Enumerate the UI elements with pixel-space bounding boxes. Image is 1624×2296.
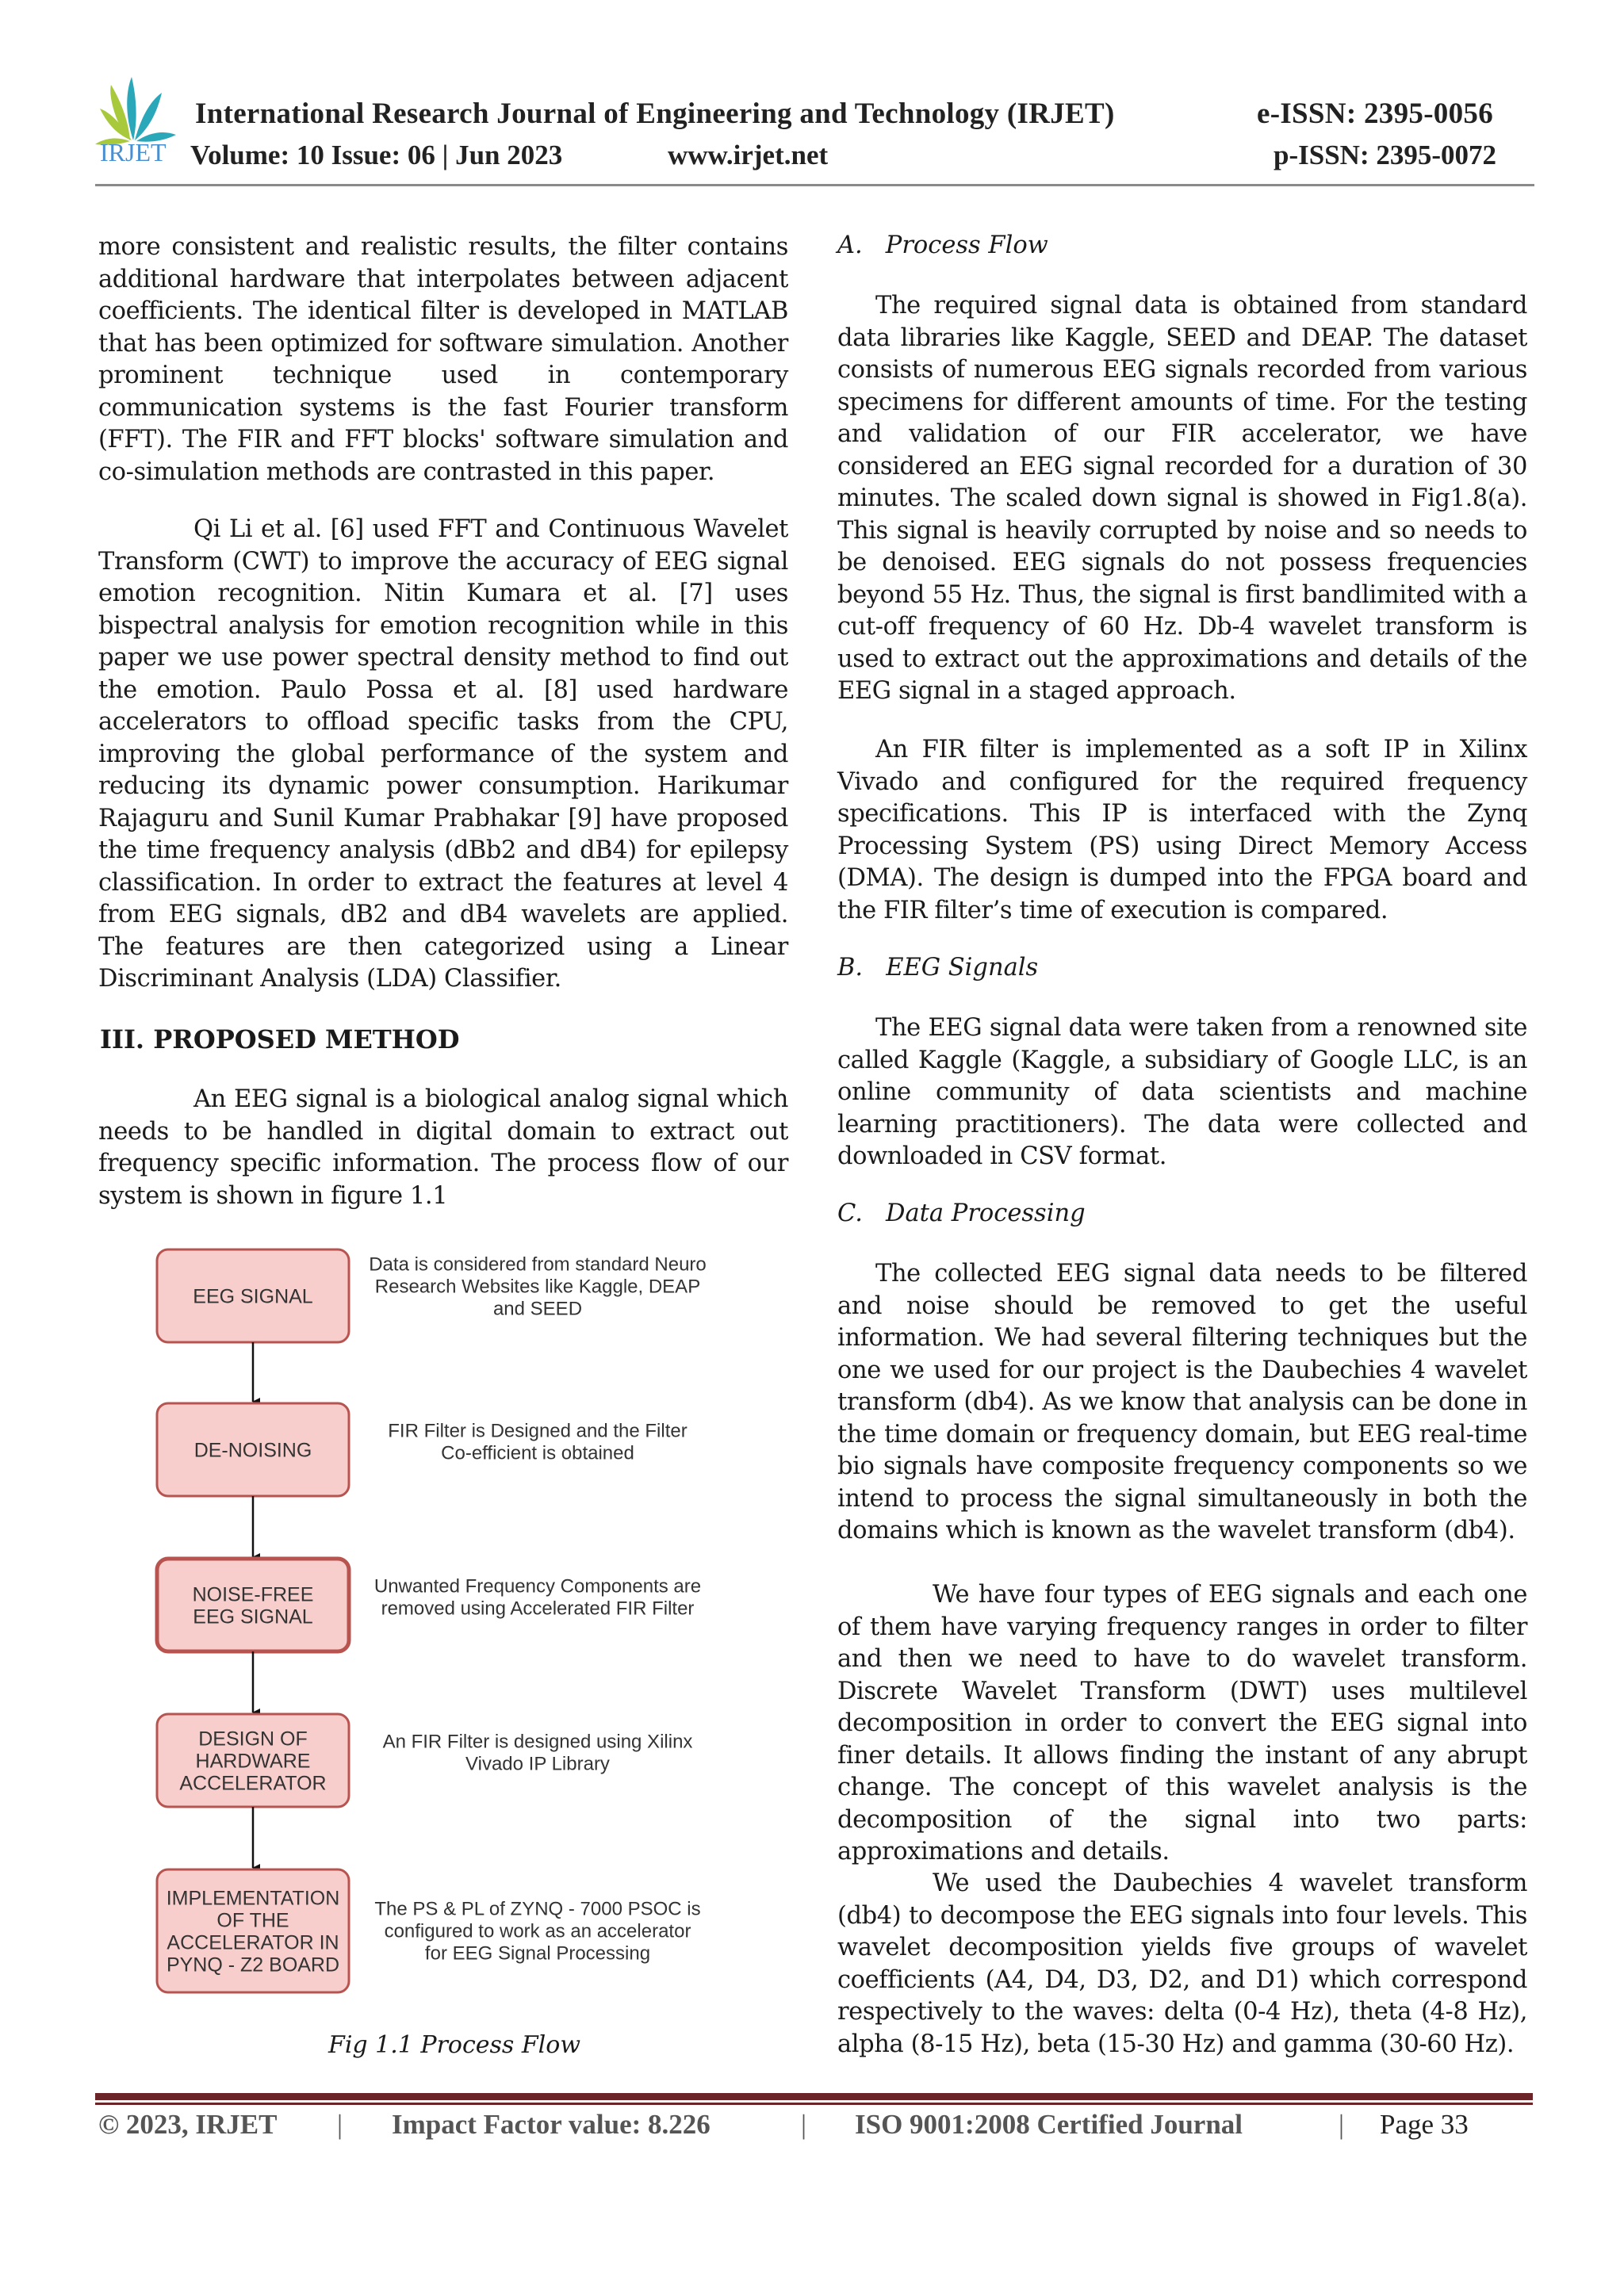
section-c-title: C. Data Processing xyxy=(837,1200,1086,1227)
flow-step-label: HARDWARE xyxy=(195,1750,311,1773)
journal-title: International Research Journal of Engineering and Technology (IRJET) xyxy=(195,98,1115,130)
section-c-paragraph-3: We used the Daubechies 4 wavelet transform (db4) to decompose the EEG signals into four levels. This wavelet decomposition yields five groups of wavelet coefficients (A4, D4, D3, D2, and D1) which correspond respectively to the waves: delta (0-4 Hz), theta (4-8 Hz), alpha (8-15 Hz), beta (15-30 Hz) and gamma (30-60 Hz). xyxy=(837,1869,1527,2058)
flow-step-label: ACCELERATOR IN xyxy=(167,1931,339,1954)
volume-issue: Volume: 10 Issue: 06 | Jun 2023 xyxy=(190,140,563,170)
figure-caption: Fig 1.1 Process Flow xyxy=(328,2031,581,2059)
section-a-title: A. Process Flow xyxy=(837,232,1048,259)
flow-step-description: Vivado IP Library xyxy=(465,1753,610,1775)
flow-step-description: Research Websites like Kaggle, DEAP xyxy=(374,1276,701,1298)
e-issn: e-ISSN: 2395-0056 xyxy=(1257,98,1494,130)
footer-impact-factor: Impact Factor value: 8.226 xyxy=(392,2109,710,2140)
flow-step-description: The PS & PL of ZYNQ - 7000 PSOC is xyxy=(374,1898,701,1920)
flow-step-label: DE-NOISING xyxy=(193,1439,312,1462)
section-paragraph: An EEG signal is a biological analog signal which needs to be handled in digital domain to extract out frequency specific information. The process flow of our system is shown in figure 1.1 xyxy=(98,1085,788,1210)
section-c-paragraph-2: We have four types of EEG signals and each one of them have varying frequency ranges in order to filter and then we need to have to do wavelet transform. Discrete Wavelet Transform (DWT) uses multilevel decomposition in order to convert the EEG signal into finer details. It allows finding the instant of any abrupt change. The concept of this wavelet analysis is the decomposition of the signal into two parts: approximations and details. xyxy=(837,1581,1527,1866)
flow-step-label: DESIGN OF xyxy=(198,1728,308,1751)
section-b-title: B. EEG Signals xyxy=(837,954,1039,982)
flow-step-description: configured to work as an accelerator xyxy=(384,1920,691,1942)
footer-divider xyxy=(95,2093,1533,2100)
footer-divider-thin xyxy=(95,2103,1533,2105)
flow-step-label: NOISE-FREE xyxy=(192,1583,314,1606)
footer-separator: | xyxy=(1339,2109,1345,2140)
left-paragraph-1: more consistent and realistic results, the filter contains additional hardware that interpolates between adjacent coefficients. The identical filter is developed in MATLAB that has been optimized for software simulation. Another prominent technique used in contemporary communication systems is the fast Fourier transform (FFT). The FIR and FFT blocks' software simulation and co-simulation methods are contrasted in this paper. xyxy=(98,233,788,486)
left-paragraph-2: Qi Li et al. [6] used FFT and Continuous Wavelet Transform (CWT) to improve the accuracy of EEG signal emotion recognition. Nitin Kumara et al. [7] uses bispectral analysis for emotion recognition while in this paper we use power spectral density method to find out the emotion. Paulo Possa et al. [8] used hardware accelerators to offload specific tasks from the CPU, improving the global performance of the system and reducing its dynamic power consumption. Harikumar Rajaguru and Sunil Kumar Prabhakar [9] have proposed the time frequency analysis (dBb2 and dB4) for epilepsy classification. In order to extract the features at level 4 from EEG signals, dB2 and dB4 wavelets are applied. The features are then categorized using a Linear Discriminant Analysis (LDA) Classifier. xyxy=(98,515,788,993)
flow-step-description: Unwanted Frequency Components are xyxy=(373,1575,702,1598)
footer-separator: | xyxy=(801,2109,807,2140)
flow-step-label: PYNQ - Z2 BOARD xyxy=(166,1954,340,1976)
flow-step-label: IMPLEMENTATION xyxy=(166,1887,340,1910)
flow-step-label: EEG SIGNAL xyxy=(193,1605,313,1628)
section-a-paragraph-1: The required signal data is obtained from standard data libraries like Kaggle, SEED and DEAP. The dataset consists of numerous EEG signals recorded from various specimens for different amounts of time. For the testing and validation of our FIR accelerator, we have considered an EEG signal recorded for a duration of 30 minutes. The scaled down signal is showed in Fig1.8(a). This signal is heavily corrupted by noise and so needs to be denoised. EEG signals do not possess frequencies beyond 55 Hz. Thus, the signal is first bandlimited with a cut-off frequency of 60 Hz. Db-4 wavelet transform is used to extract out the approximations and details of the EEG signal in a staged approach. xyxy=(837,292,1527,705)
section-b-paragraph: The EEG signal data were taken from a renowned site called Kaggle (Kaggle, a subsidiary of Google LLC, is an online community of data scientists and machine learning practitioners). The data were collected and downloaded in CSV format. xyxy=(837,1014,1527,1170)
flow-step-description: for EEG Signal Processing xyxy=(424,1942,651,1965)
p-issn: p-ISSN: 2395-0072 xyxy=(1274,140,1497,170)
footer-page-number: Page 33 xyxy=(1380,2109,1469,2140)
flow-step-description: Data is considered from standard Neuro xyxy=(369,1253,707,1276)
footer-separator: | xyxy=(337,2109,343,2140)
flow-step-label: EEG SIGNAL xyxy=(193,1285,313,1308)
logo-text: IRJET xyxy=(100,138,167,166)
section-c-paragraph-1: The collected EEG signal data needs to be filtered and noise should be removed to get the useful information. We had several filtering techniques but the one we used for our project is the Daubechies 4 wavelet transform (db4). As we know that analysis can be done in the time domain or frequency domain, but EEG real-time bio signals have composite frequency components so we intend to process the signal simultaneously in both the domains which is known as the wavelet transform (db4). xyxy=(837,1260,1527,1544)
flow-step-label: OF THE xyxy=(216,1909,289,1932)
footer-copyright: © 2023, IRJET xyxy=(98,2109,278,2140)
section-a-paragraph-2: An FIR filter is implemented as a soft IP in Xilinx Vivado and configured for the required frequency specifications. This IP is interfaced with the Zynq Processing System (PS) using Direct Memory Access (DMA). The design is dumped into the FPGA board and the FIR filter’s time of execution is compared. xyxy=(837,736,1527,924)
flow-step-description: and SEED xyxy=(492,1298,583,1320)
website-link[interactable]: www.irjet.net xyxy=(668,140,829,170)
flow-step-description: FIR Filter is Designed and the Filter xyxy=(388,1420,688,1442)
flow-step-label: ACCELERATOR xyxy=(179,1772,327,1795)
section-heading: III. PROPOSED METHOD xyxy=(100,1024,460,1054)
flow-step-description: removed using Accelerated FIR Filter xyxy=(381,1598,695,1620)
flow-step-description: Co-efficient is obtained xyxy=(441,1442,634,1464)
footer-iso: ISO 9001:2008 Certified Journal xyxy=(855,2109,1243,2140)
flow-step-description: An FIR Filter is designed using Xilinx xyxy=(382,1731,693,1753)
